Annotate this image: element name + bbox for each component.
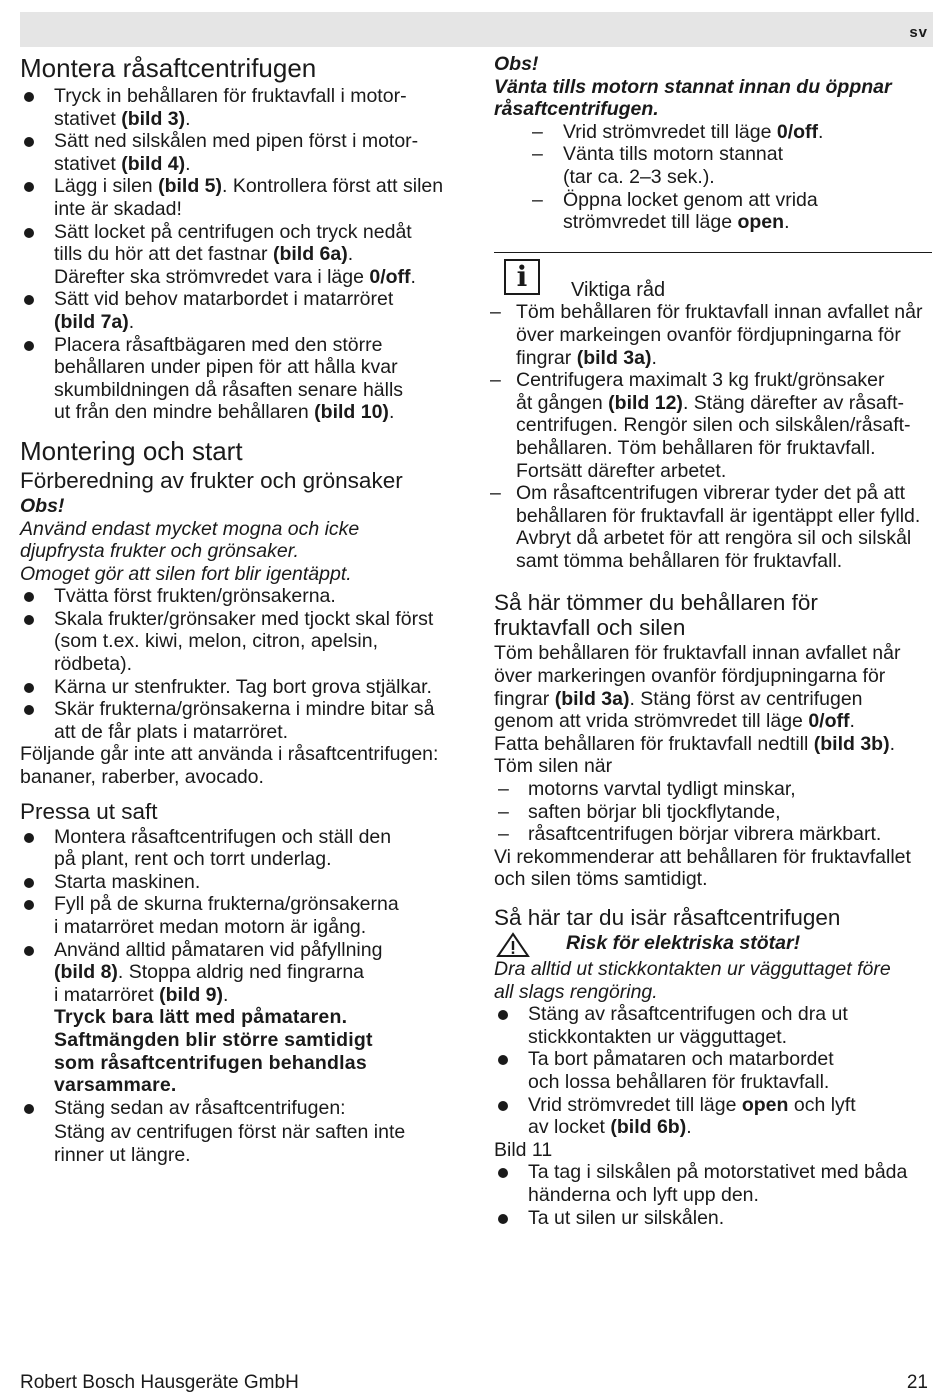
isar-list xyxy=(494,1003,932,1139)
obs-label: Obs! xyxy=(494,53,539,75)
list-item: Placera råsaftbägaren med den större behållaren under pipen för att hålla kvar skumbildningen då råsaften senare hälls ut från den mindre behållaren (bild 10). xyxy=(20,334,470,424)
list-item: Kärna ur stenfrukter. Tag bort grova stjälkar. xyxy=(20,676,470,699)
warning-bold-text: Tryck bara lätt med påmataren. Saftmängden blir större samtidigt som råsaftcentrifugen behandlas varsammare. xyxy=(54,1006,373,1097)
tommer-list xyxy=(494,778,932,846)
switch-position: 0/off xyxy=(369,265,411,288)
bild-ref: (bild 6b) xyxy=(610,1116,687,1139)
obs-list xyxy=(494,121,932,234)
heading-montera: Montera råsaftcentrifugen xyxy=(20,53,317,83)
warning-title: Risk för elektriska stötar! xyxy=(566,932,801,954)
list-item: Ta bort påmataren och matarbordet och lossa behållaren för fruktavfall. xyxy=(494,1048,932,1093)
list-item: – motorns varvtal tydligt minskar, xyxy=(494,778,932,801)
header-bar xyxy=(20,12,933,47)
obs-label: Obs! xyxy=(20,494,65,517)
right-column xyxy=(494,53,932,1229)
page-number: 21 xyxy=(906,1372,928,1393)
tommer-paragraph: Töm behållaren för fruktavfall innan avfallet når över markeringen ovanför fördjupningarna för fingrar (bild 3a). Stäng först av centrifugen genom att vrida strömvredet till läge 0/off. xyxy=(494,642,901,733)
list-item: Montera råsaftcentrifugen och ställ den på plant, rent och torrt underlag. xyxy=(20,826,470,871)
warning-text: Dra alltid ut stickkontakten ur vägguttaget före all slags rengöring. xyxy=(494,958,891,1003)
bild-ref: (bild 8) xyxy=(54,961,118,984)
heading-tommer: Så här tömmer du behållaren för fruktavfall och silen xyxy=(494,590,818,641)
list-item: – Centrifugera maximalt 3 kg frukt/grönsaker åt gången (bild 12). Stäng därefter av råsaft- centrifugen. Rengör silen och silskålen/råsaft- behållaren. Töm behållaren för fruktavfall. Fortsätt därefter arbetet. xyxy=(486,369,932,482)
list-item: Stäng sedan av råsaftcentrifugen: Stäng av centrifugen först när saften inte rinner ut längre. xyxy=(20,1097,470,1167)
warning-row xyxy=(494,932,932,958)
left-column xyxy=(20,53,470,1167)
bild-ref: (bild 3b) xyxy=(813,732,890,755)
switch-position: open xyxy=(737,211,785,234)
prep-note: Följande går inte att använda i råsaftcentrifugen: bananer, raberber, avocado. xyxy=(20,743,439,789)
tommer-paragraph-4: Vi rekommenderar att behållaren för fruktavfallet och silen töms samtidigt. xyxy=(494,845,911,891)
tommer-paragraph-2: Fatta behållaren för fruktavfall nedtill (bild 3b). xyxy=(494,732,896,755)
list-item: Sätt locket på centrifugen och tryck nedåt tills du hör att det fastnar (bild 6a). Därefter ska strömvredet vara i läge 0/off. xyxy=(20,221,470,289)
info-list xyxy=(486,301,932,572)
list-item: Lägg i silen (bild 5). Kontrollera först att silen inte är skadad! xyxy=(20,175,470,220)
list-item-extra: Stäng av centrifugen först när saften inte rinner ut längre. xyxy=(54,1121,406,1166)
switch-position: 0/off xyxy=(776,120,819,143)
list-item: – Om råsaftcentrifugen vibrerar tyder det på att behållaren för fruktavfall är igentäppt eller fylld. Avbryt då arbetet för att rengöra sil och silskål samt tömma behållaren för fruktavfall. xyxy=(486,482,932,572)
warning-triangle-icon xyxy=(496,932,530,958)
obs-text: Använd endast mycket mogna och icke djupfrysta frukter och grönsaker. Omoget gör att silen fort blir igentäppt. xyxy=(20,517,360,585)
bild-ref: (bild 7a) xyxy=(54,310,129,333)
info-title: Viktiga råd xyxy=(571,278,666,301)
info-box xyxy=(494,252,932,573)
bild-ref: (bild 9) xyxy=(159,983,224,1006)
bild-ref: (bild 3a) xyxy=(554,687,630,710)
list-item: – råsaftcentrifugen börjar vibrera märkbart. xyxy=(494,823,932,846)
list-item: Stäng av råsaftcentrifugen och dra ut stickkontakten ur vägguttaget. xyxy=(494,1003,932,1048)
switch-position: 0/off xyxy=(808,710,850,733)
bild-ref: (bild 10) xyxy=(314,401,389,424)
list-item: Sätt ned silskålen med pipen först i motor- stativet (bild 4). xyxy=(20,130,470,175)
list-item: Skär frukterna/grönsakerna i mindre bitar så att de får plats i matarröret. xyxy=(20,698,470,743)
list-item: Starta maskinen. xyxy=(20,871,470,894)
prep-list xyxy=(20,585,470,743)
list-item: – Töm behållaren för fruktavfall innan avfallet når över markeingen ovanför fördjupningarna för fingrar (bild 3a). xyxy=(486,301,932,369)
list-item: – Vänta tills motorn stannat (tar ca. 2–3 sek.). xyxy=(494,143,932,188)
list-item: – Öppna locket genom att vrida strömvredet till läge open. xyxy=(494,189,932,234)
pressa-list xyxy=(20,826,470,1167)
montera-list xyxy=(20,85,470,424)
heading-montering: Montering och start xyxy=(20,435,243,466)
bild-ref: (bild 4) xyxy=(121,152,186,175)
list-item: Använd alltid påmataren vid påfyllning (bild 8). Stoppa aldrig ned fingrarna i matarröret (bild 9). Tryck bara lätt med påmataren. Saftmängden blir större samtidigt som råsaftcentrifugen behandlas varsammare. xyxy=(20,939,470,1097)
list-item: Ta tag i silskålen på motorstativet med båda händerna och lyft upp den. xyxy=(494,1161,932,1206)
bild-ref: (bild 5) xyxy=(158,175,222,198)
list-item: Ta ut silen ur silskålen. xyxy=(494,1207,932,1230)
list-item: Tvätta först frukten/grönsakerna. xyxy=(20,585,470,608)
switch-position: open xyxy=(741,1093,789,1116)
bild11-label: Bild 11 xyxy=(494,1138,553,1161)
info-icon: i xyxy=(504,259,540,295)
obs-text: Vänta tills motorn stannat innan du öppnar råsaftcentrifugen. xyxy=(494,75,892,121)
bild-ref: (bild 3) xyxy=(121,107,186,130)
footer-company: Robert Bosch Hausgeräte GmbH xyxy=(20,1372,299,1393)
heading-isar: Så här tar du isär råsaftcentrifugen xyxy=(494,905,841,930)
bild-ref: (bild 3a) xyxy=(576,346,652,369)
heading-pressa: Pressa ut saft xyxy=(20,798,158,824)
list-item: Vrid strömvredet till läge open och lyft av locket (bild 6b). xyxy=(494,1094,932,1139)
list-item: Sätt vid behov matarbordet i matarröret (bild 7a). xyxy=(20,288,470,333)
bild-ref: (bild 6a) xyxy=(272,243,348,266)
tommer-paragraph-3: Töm silen när xyxy=(494,755,613,778)
list-item: Skala frukter/grönsaker med tjockt skal först (som t.ex. kiwi, melon, citron, apelsin, rödbeta). xyxy=(20,608,470,676)
list-item: – saften börjar bli tjockflytande, xyxy=(494,801,932,824)
bild-ref: (bild 12) xyxy=(608,391,683,414)
list-item: Tryck in behållaren för fruktavfall i motor- stativet (bild 3). xyxy=(20,85,470,130)
language-code: sv xyxy=(909,24,928,41)
heading-forberedning: Förberedning av frukter och grönsaker xyxy=(20,467,403,493)
bild11-list xyxy=(494,1161,932,1229)
list-item: Fyll på de skurna frukterna/grönsakerna i matarröret medan motorn är igång. xyxy=(20,893,470,938)
list-item: – Vrid strömvredet till läge 0/off. xyxy=(494,121,932,144)
